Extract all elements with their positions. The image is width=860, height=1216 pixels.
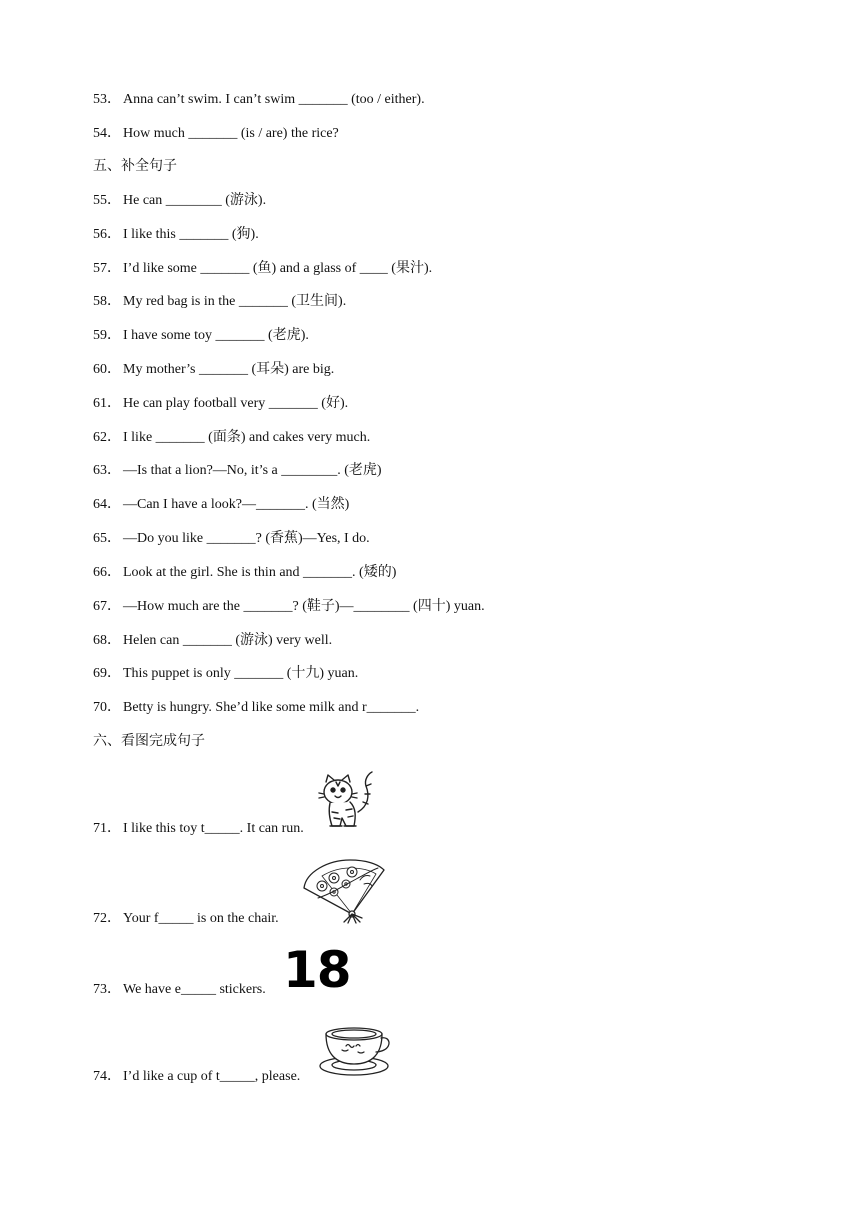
question-69: 69． This puppet is only _______ (十九) yuan. [93,666,359,681]
question-74: 74． I’d like a cup of t_____, please. [93,1069,301,1084]
question-66: 66． Look at the girl. She is thin and _______. (矮的) [93,565,397,580]
section-heading-6: 六、看图完成句子 [93,734,205,749]
question-55: 55． He can ________ (游泳). [93,193,267,208]
number-eighteen: 18 [283,941,351,999]
question-57: 57． I’d like some _______ (鱼) and a glass of ____ (果汁). [93,261,433,276]
question-73: 73． We have e_____ stickers. [93,982,266,997]
question-68: 68． Helen can _______ (游泳) very well. [93,633,333,648]
question-70: 70． Betty is hungry. She’d like some milk and r_______. [93,700,420,715]
teacup-icon [318,1022,392,1078]
tiger-icon [318,768,374,836]
question-59: 59． I have some toy _______ (老虎). [93,328,309,343]
question-71: 71． I like this toy t_____. It can run. [93,821,304,836]
question-67: 67． —How much are the _______? (鞋子)—________ (四十) yuan. [93,599,485,614]
question-56: 56． I like this _______ (狗). [93,227,259,242]
question-63: 63． —Is that a lion?—No, it’s a ________. (老虎) [93,463,382,478]
question-62: 62． I like _______ (面条) and cakes very much. [93,430,371,445]
question-54: 54． How much _______ (is / are) the rice? [93,126,339,141]
fan-icon [300,858,386,924]
question-64: 64． —Can I have a look?—_______. (当然) [93,497,350,512]
section-heading-5: 五、补全句子 [93,159,177,174]
question-72: 72． Your f_____ is on the chair. [93,911,279,926]
question-60: 60． My mother’s _______ (耳朵) are big. [93,362,335,377]
question-53: 53． Anna can’t swim. I can’t swim _______ (too / either). [93,92,425,107]
question-65: 65． —Do you like _______? (香蕉)—Yes, I do. [93,531,370,546]
question-58: 58． My red bag is in the _______ (卫生间). [93,294,347,309]
question-61: 61． He can play football very _______ (好). [93,396,349,411]
